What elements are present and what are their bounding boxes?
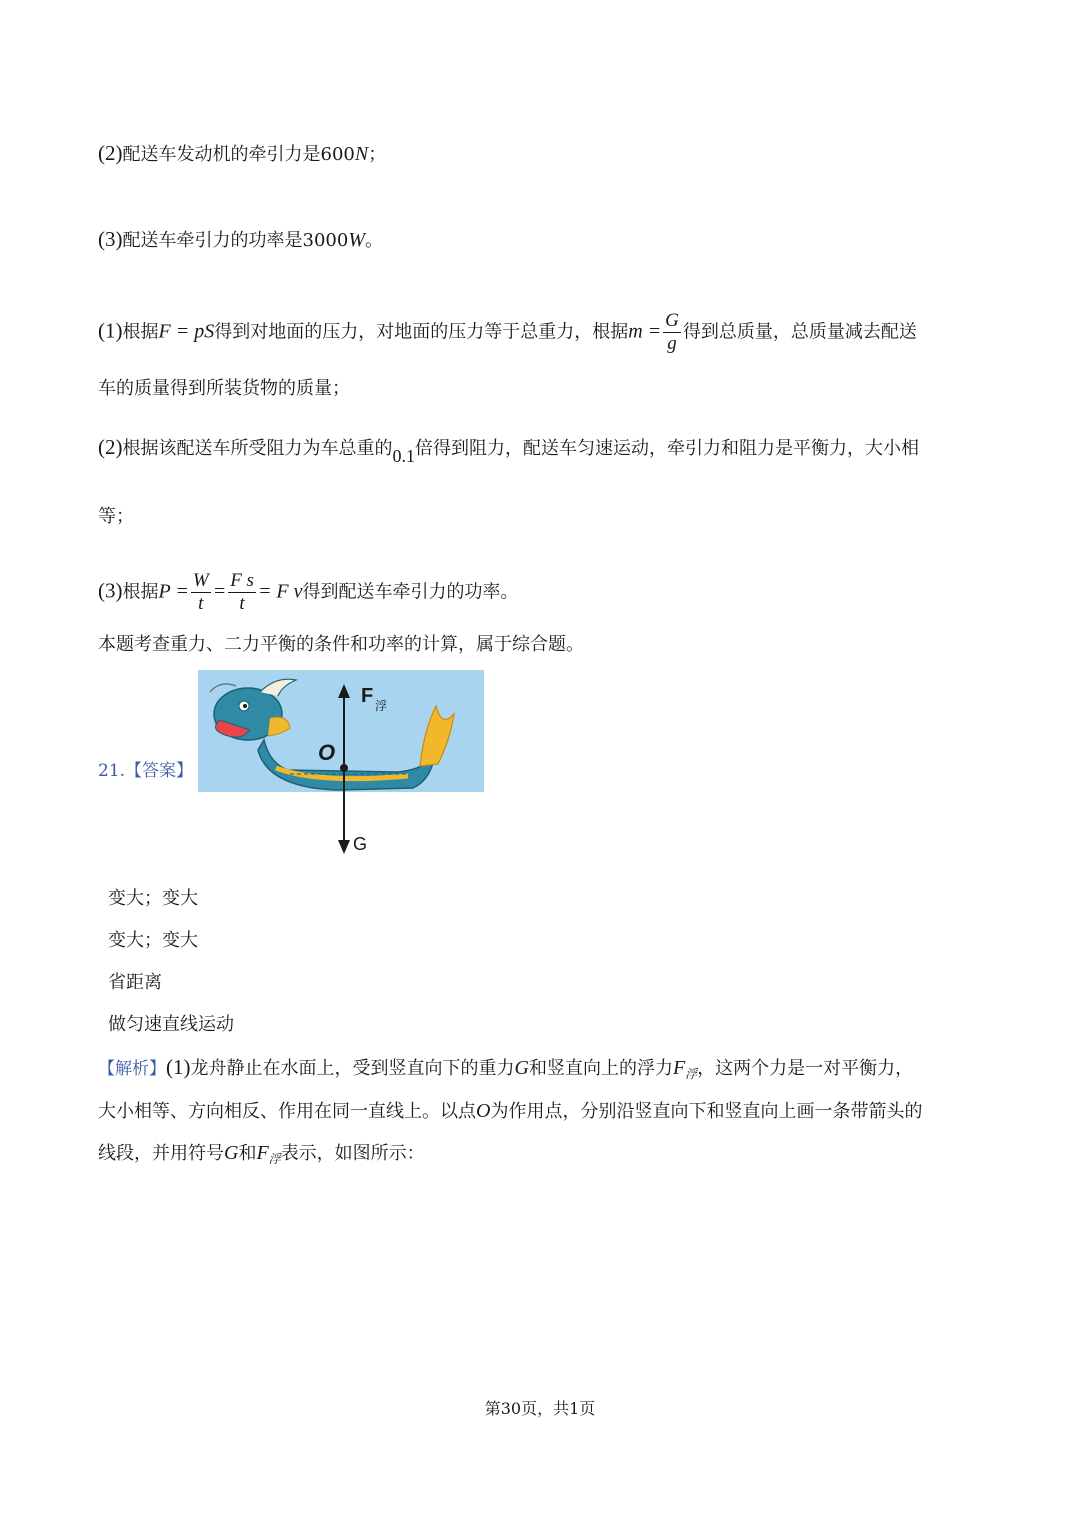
analysis-paragraph-line-1: [98, 1054, 913, 1087]
fraction-g-over-g: [663, 310, 681, 355]
fraction-w-over-t: [191, 570, 211, 615]
ratio-value: 0.1: [392, 446, 415, 466]
dragon-boat-force-diagram: [198, 670, 488, 860]
unit: N: [354, 143, 369, 165]
summary-line: 本题考查重力、二力平衡的条件和功率的计算，属于综合题。: [98, 634, 584, 655]
line-text: 得到对地面的压力，对地面的压力等于总重力，根据: [214, 321, 629, 343]
line-text: 配送车发动机的牵引力是600: [122, 144, 355, 165]
line-text: 大小相等、方向相反、作用在同一直线上。以点: [98, 1101, 476, 1122]
line-text: 根据: [122, 321, 159, 343]
equals: =: [212, 580, 227, 603]
line-text: 倍得到阻力，配送车匀速运动，牵引力和阻力是平衡力，大小相: [415, 438, 919, 459]
analysis-paragraph-line-2: [98, 1098, 922, 1125]
analysis-line-2-cont: 等；: [98, 506, 134, 527]
analysis-line-3: [98, 570, 519, 615]
gravity-label: G: [353, 834, 368, 854]
numerator: F s: [230, 570, 254, 591]
line-text: 线段，并用符号: [98, 1143, 224, 1164]
line-text: 根据: [122, 581, 159, 603]
item-number: (2): [98, 141, 123, 165]
fraction-fs-over-t: [228, 570, 256, 615]
denominator: t: [198, 593, 204, 614]
punct: 。: [364, 230, 383, 251]
line-text: 得到总质量，总质量减去配送: [682, 321, 917, 343]
answer-item: 变大；变大: [108, 930, 198, 951]
item-number: (3): [98, 227, 123, 251]
analysis-line-1-cont: 车的质量得到所装货物的质量；: [98, 378, 350, 399]
denominator: g: [667, 333, 677, 354]
line-text: 配送车牵引力的功率是3000: [122, 230, 349, 251]
line-text: 为作用点，分别沿竖直向下和竖直向上画一条带箭头的: [490, 1101, 923, 1122]
buoyancy-subscript: 浮: [375, 699, 388, 713]
formula-mass: m =: [628, 320, 662, 343]
answer-item: 省距离: [108, 972, 162, 993]
answer-item: 变大；变大: [108, 888, 198, 909]
gravity-arrow-head: [338, 840, 350, 854]
question-21-answer-label: 21.【答案】: [98, 761, 194, 781]
analysis-paragraph-line-3: [98, 1140, 425, 1172]
symbol-f-subscript: 浮: [268, 1152, 281, 1166]
symbol-g: G: [224, 1142, 239, 1164]
point-o: [340, 764, 348, 772]
analysis-line-2: [98, 434, 919, 469]
item-number: (2): [98, 435, 123, 459]
line-text: 和竖直向上的浮力: [528, 1058, 673, 1079]
answer-line-3: [98, 226, 383, 254]
numerator: G: [665, 310, 679, 331]
answer-line-2: [98, 140, 386, 168]
line-text: 得到配送车牵引力的功率。: [302, 581, 519, 603]
dragon-pupil: [243, 704, 247, 708]
symbol-f: F: [672, 1057, 686, 1079]
line-text: 龙舟静止在水面上，受到竖直向下的重力: [190, 1058, 515, 1079]
symbol-f: F: [256, 1142, 269, 1164]
formula-power: P =: [158, 580, 189, 603]
line-text: 根据该配送车所受阻力为车总重的: [122, 438, 393, 459]
numerator: W: [192, 570, 209, 591]
line-text: 和: [238, 1143, 257, 1164]
analysis-tag: 【解析】: [98, 1059, 166, 1079]
formula-pressure: F = pS: [158, 320, 215, 343]
buoyancy-label: F: [361, 685, 374, 707]
formula-fv: = F v: [257, 580, 303, 603]
point-o-label: O: [318, 740, 336, 765]
item-number: (1): [98, 318, 123, 343]
punct: ；: [368, 144, 387, 165]
denominator: t: [239, 593, 245, 614]
unit: W: [348, 229, 365, 251]
analysis-line-1: [98, 310, 917, 355]
page-footer: 第30页，共1页: [484, 1399, 596, 1418]
line-text: ，这两个力是一对平衡力，: [697, 1058, 914, 1079]
item-number: (1): [166, 1055, 191, 1079]
symbol-f-subscript: 浮: [685, 1067, 698, 1081]
answer-item: 做匀速直线运动: [108, 1014, 234, 1035]
symbol-g: G: [514, 1057, 529, 1079]
item-number: (3): [98, 578, 123, 603]
line-text: 表示，如图所示：: [280, 1143, 425, 1164]
symbol-o: O: [476, 1100, 491, 1122]
